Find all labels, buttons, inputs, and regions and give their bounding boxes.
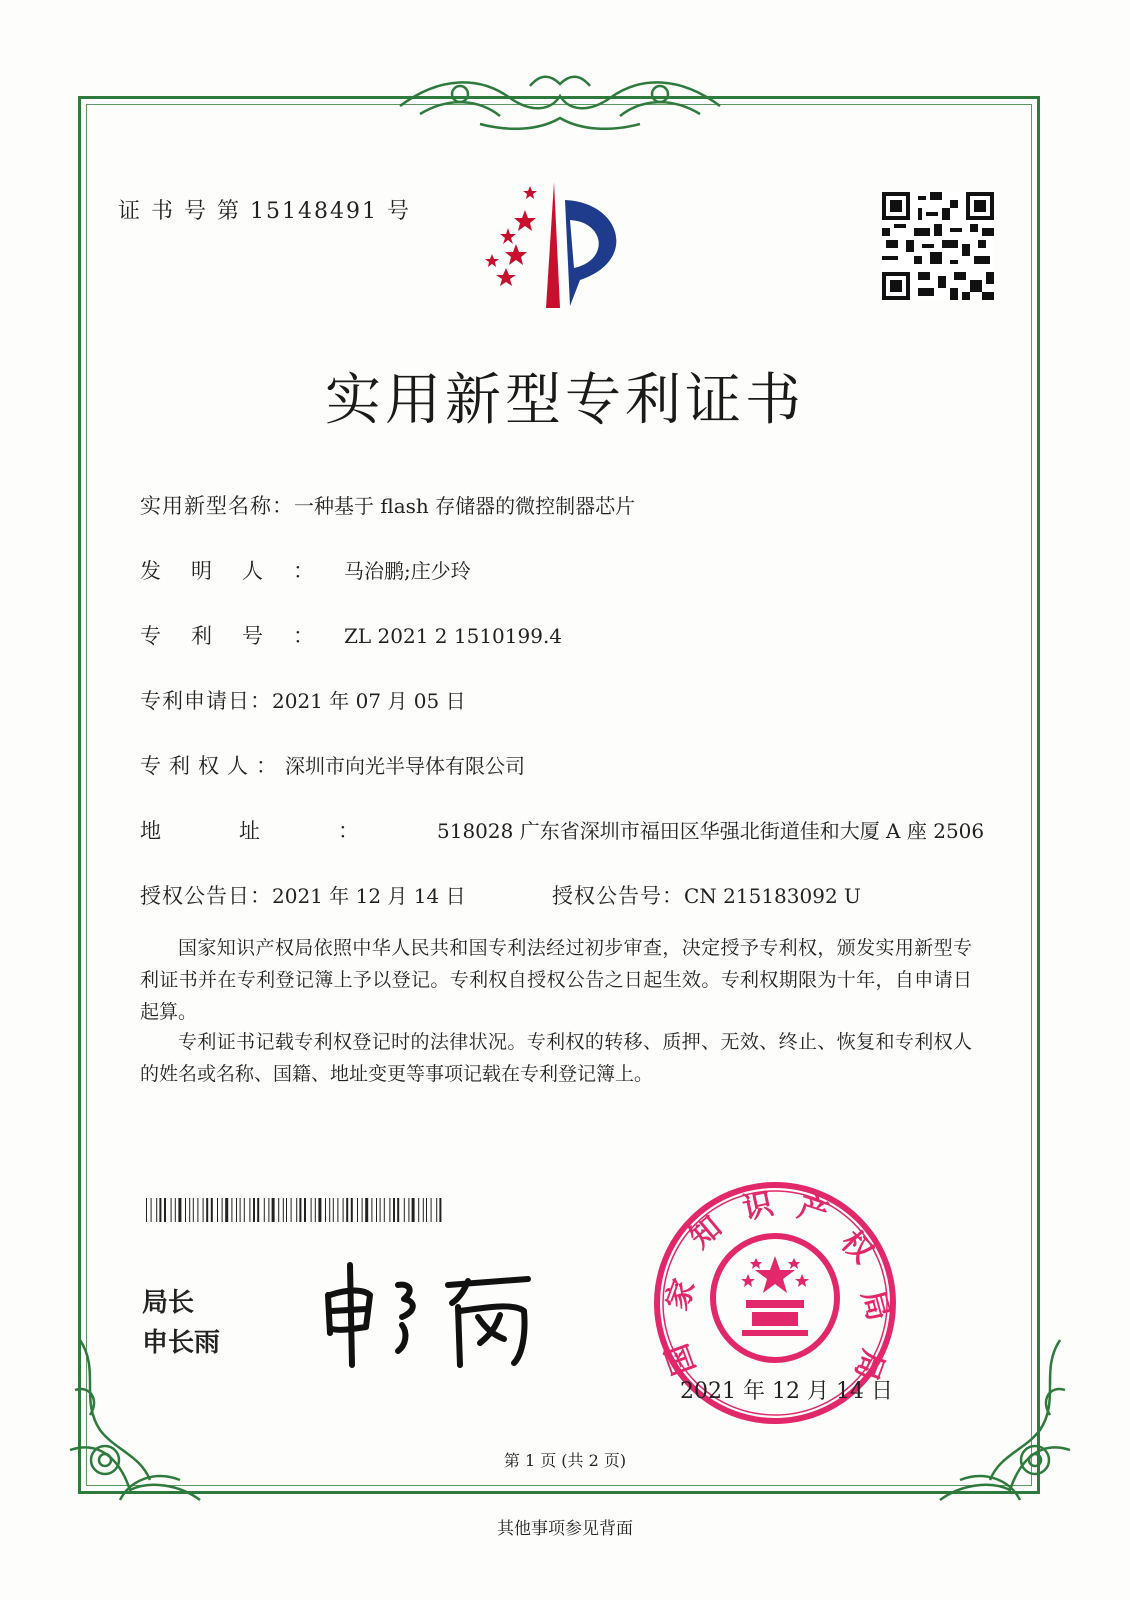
director-title: 局长: [142, 1288, 195, 1318]
page-title: 实用新型专利证书: [325, 368, 805, 433]
seal-char: 国: [659, 1339, 703, 1380]
cert-number-prefix: 证 书 号 第: [118, 199, 250, 224]
field-value: 2021 年 12 月 14 日: [272, 884, 466, 908]
cert-number-value: 15148491: [249, 199, 378, 224]
director-name: 申长雨: [142, 1328, 221, 1358]
qr-code-icon: [882, 192, 994, 300]
field-inventor: [140, 555, 471, 585]
cnipa-emblem-icon: [470, 180, 640, 315]
page-indicator: 第 1 页 (共 2 页): [503, 1451, 627, 1470]
field-patentee: [140, 750, 525, 780]
signature-icon: [318, 1255, 558, 1375]
field-value: CN 215183092 U: [684, 884, 861, 908]
field-value: 马治鹏;庄少玲: [344, 559, 471, 583]
cert-number-suffix: 号: [377, 199, 411, 224]
field-label: 地址：: [140, 819, 437, 843]
field-label: 发明人：: [140, 559, 344, 583]
corner-ornament-icon: [930, 1330, 1080, 1510]
seal-char: 家: [659, 1274, 703, 1315]
field-address: [140, 815, 984, 845]
seal-char: 知: [683, 1209, 729, 1256]
field-label: 授权公告日：: [140, 884, 272, 908]
field-label: 专利权人：: [140, 754, 285, 778]
field-grant-date: [140, 880, 466, 910]
seal-char: 产: [793, 1189, 833, 1233]
field-label: 专利申请日：: [140, 689, 272, 713]
field-application-date: [140, 685, 466, 715]
field-label: 授权公告号：: [552, 884, 684, 908]
field-label: 实用新型名称：: [140, 494, 294, 518]
certificate-number: [118, 194, 411, 225]
seal-char: 识: [739, 1186, 777, 1227]
field-grant-number: [552, 880, 861, 910]
seal-char: 局: [854, 1286, 896, 1325]
field-value: 深圳市向光半导体有限公司: [285, 754, 525, 778]
seal-date: 2021 年 12 月 14 日: [680, 1379, 893, 1404]
field-utility-model-name: [140, 490, 635, 520]
footnote: 其他事项参见背面: [497, 1519, 633, 1539]
field-value: 518028 广东省深圳市福田区华强北街道佳和大厦 A 座 2506: [437, 819, 985, 843]
body-paragraph-2: 专利证书记载专利权登记时的法律状况。专利权的转移、质押、无效、终止、恢复和专利权人的姓名或名称、国籍、地址变更等事项记载在专利登记簿上。: [140, 1031, 972, 1085]
barcode-icon: [146, 1198, 446, 1222]
field-patent-number: [140, 620, 562, 650]
seal-char: 局: [847, 1345, 891, 1386]
top-ornament-icon: [380, 66, 740, 138]
seal-char: 权: [833, 1224, 880, 1271]
field-value: ZL 2021 2 1510199.4: [344, 624, 563, 648]
field-value: 一种基于 flash 存储器的微控制器芯片: [294, 494, 636, 518]
field-label: 专利号：: [140, 624, 344, 648]
body-paragraph-1: 国家知识产权局依照中华人民共和国专利法经过初步审查，决定授予专利权，颁发实用新型专利证书并在专利登记簿上予以登记。专利权自授权公告之日起生效。专利权期限为十年，自申请日起算。: [140, 937, 972, 1023]
field-value: 2021 年 07 月 05 日: [272, 689, 466, 713]
